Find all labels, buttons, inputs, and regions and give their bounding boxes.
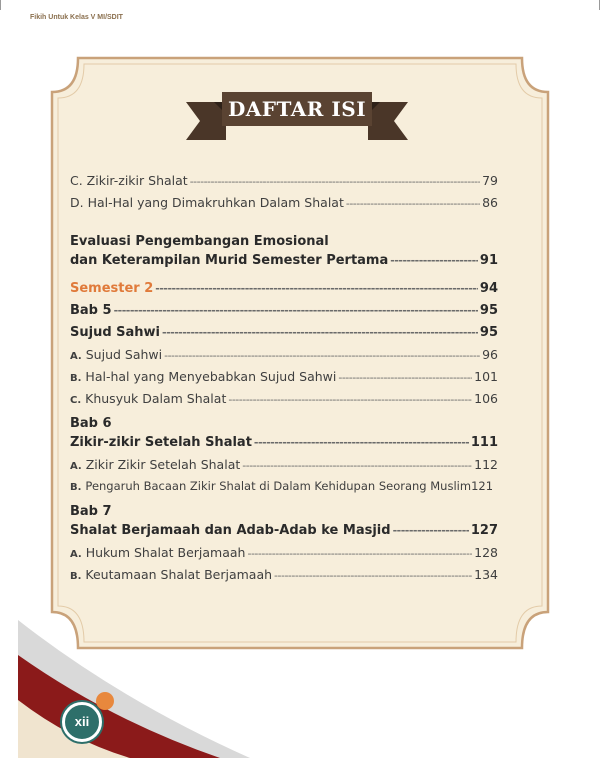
toc-chapter-label: Bab 6: [70, 416, 112, 431]
table-of-contents: [70, 173, 498, 589]
toc-entry[interactable]: dan Keterampilan Murid Semester Pertama ----- 91: [70, 253, 498, 275]
toc-entry-chapter[interactable]: Bab 5 ----- 95: [70, 303, 498, 325]
toc-entry[interactable]: A. Sujud Sahwi ----- 96: [70, 347, 498, 369]
toc-entry[interactable]: B. Keutamaan Shalat Berjamaah ----- 134: [70, 567, 498, 589]
toc-entry[interactable]: B. Pengaruh Bacaan Zikir Shalat di Dalam Kehidupan Seorang Muslim 121: [70, 479, 494, 493]
toc-entry-chapter-title[interactable]: Sujud Sahwi ----- 95: [70, 325, 498, 347]
toc-entry[interactable]: B. Hal-hal yang Menyebabkan Sujud Sahwi ----- 101: [70, 369, 498, 391]
running-head: Fikih Untuk Kelas V MI/SDIT: [30, 14, 123, 21]
toc-entry[interactable]: C. Khusyuk Dalam Shalat ----- 106: [70, 391, 498, 413]
page-title: DAFTAR ISI: [227, 97, 367, 121]
toc-entry[interactable]: A. Zikir Zikir Setelah Shalat ----- 112: [70, 457, 498, 479]
orange-dot: [96, 692, 114, 710]
toc-entry-chapter-title[interactable]: Shalat Berjamaah dan Adab-Adab ke Masjid ----- 127: [70, 523, 498, 545]
toc-entry-semester[interactable]: Semester 2 ----- 94: [70, 281, 498, 303]
toc-entry[interactable]: C. Zikir-zikir Shalat ----- 79: [70, 173, 498, 195]
toc-heading: Evaluasi Pengembangan Emosional: [70, 234, 329, 249]
toc-entry[interactable]: D. Hal-Hal yang Dimakruhkan Dalam Shalat ----- 86: [70, 195, 498, 217]
toc-entry[interactable]: A. Hukum Shalat Berjamaah ----- 128: [70, 545, 498, 567]
page-number-badge: xii: [62, 702, 102, 742]
toc-chapter-label: Bab 7: [70, 504, 112, 519]
toc-entry-chapter-title[interactable]: Zikir-zikir Setelah Shalat ----- 111: [70, 435, 498, 457]
